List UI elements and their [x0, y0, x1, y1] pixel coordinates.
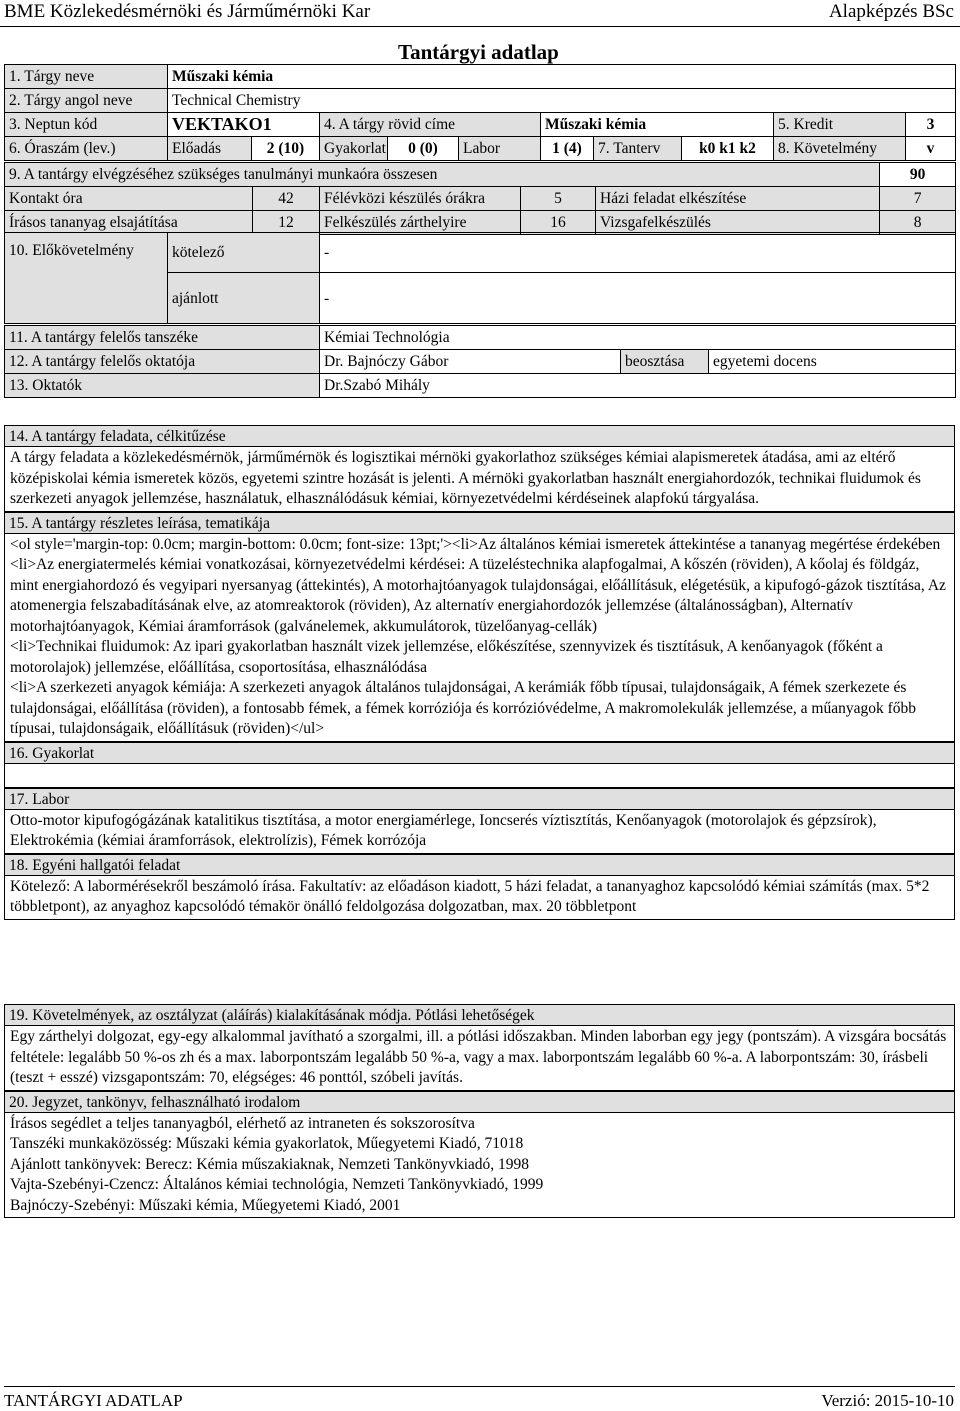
- teachers-value: Dr.Szabó Mihály: [320, 374, 956, 398]
- row-teachers: [5, 374, 956, 398]
- curriculum-label: 7. Tanterv: [594, 137, 682, 161]
- section-15-title: 15. A tantárgy részletes leírása, tematikája: [4, 512, 955, 534]
- workload-item-value: 12: [253, 211, 320, 235]
- english-name-label: 2. Tárgy angol neve: [5, 89, 168, 113]
- staff-table: [4, 325, 956, 398]
- section-15-body: [4, 534, 955, 742]
- section-20-body: [4, 1113, 955, 1219]
- position-label: beosztása: [621, 350, 709, 374]
- row-department: [5, 326, 956, 350]
- section-14-text: A tárgy feladata a közlekedésmérnök, járműmérnök és logisztikai mérnöki gyakorlathoz szükséges kémiai alapismeretek átadása, ami az eltérő középiskolai kémia ismeretek közös, egyetemi szintre hozását is jelenti. A mérnöki gyakorlatban használt energiahordozók, technikai fluidumok és szerkezeti anyagok jellemzése, használatuk, elhasználódásuk kémiai, környezetvédelmi kérdéseinek alapfokú tárgyalása.: [10, 449, 921, 507]
- section-19-body: [4, 1026, 955, 1091]
- section-19-title: 19. Követelmények, az osztályzat (aláírás) kialakításának módja. Pótlási lehetőségek: [4, 1004, 955, 1026]
- section-19-text: Egy zárthelyi dolgozat, egy-egy alkalommal javítható a szorgalmi, ill. a pótlási időszakban. Minden laborban egy jegy (pontszám). A vizsgára bocsátás feltétele: legalább 50 %-os zh és a max. laborpontszám legalább 50 %-a, vagy a max. laborpontszám legalább 60 %-a. A laborpontszám: 30, írásbeli (teszt + esszé) vizsgapontszám: 70, elégséges: 46 ponttól, szóbeli javítás.: [10, 1028, 947, 1086]
- faculty-name: BME Közlekedésmérnöki és Járműmérnöki Kar: [4, 1, 371, 22]
- footer-divider: [4, 1386, 955, 1387]
- document-title: Tantárgyi adatlap: [398, 40, 559, 64]
- syllabus-item: <li>Technikai fluidumok: Az ipari gyakorlatban használt vizek jellemzése, előkészítése, szennyvizek és tisztításuk, A kenőanyagok (főként a motorolajok) jellemzése, előállítása, csoportosítása, elhasználódása: [10, 638, 883, 676]
- section-18-text: Kötelező: A labormérésekről beszámoló írása. Fakultatív: az előadáson kiadott, 5 házi feladat, a tananyaghoz kapcsolódó kémiai számítás (max. 5*2 többletpont), az anyaghoz kapcsolódó témakör önálló feldolgozása dolgozatban, max. 20 többletpont: [10, 877, 930, 915]
- section-20-title: 20. Jegyzet, tankönyv, felhasználható irodalom: [4, 1091, 955, 1113]
- short-title-label: 4. A tárgy rövid címe: [320, 113, 541, 137]
- prerequisite-mandatory-value: -: [320, 233, 956, 273]
- workload-total: 90: [880, 163, 956, 187]
- lecture-hours: 2 (10): [252, 137, 320, 161]
- teachers-label: 13. Oktatók: [5, 374, 320, 398]
- workload-item-value: 42: [253, 187, 320, 211]
- neptun-code-label: 3. Neptun kód: [5, 113, 168, 137]
- syllabus-item: <li>A szerkezeti anyagok kémiája: A szerkezeti anyagok általános tulajdonságai, A kerámiák főbb típusai, tulajdonságaik, A fémek szerkezete és tulajdonságai, előállítása (röviden), a fontosabb fémek, a fémek korróziója és korrózióvédelme, A makromolekulák jellemzése, a műanyagok főbb típusai, tulajdonságaik, előállításuk (röviden)</ul>: [10, 679, 917, 737]
- section-16-title: 16. Gyakorlat: [4, 742, 955, 764]
- literature-item: Vajta-Szebényi-Czencz: Általános kémiai technológia, Nemzeti Tankönyvkiadó, 1999: [10, 1176, 544, 1193]
- lecturer-value: Dr. Bajnóczy Gábor: [320, 350, 621, 374]
- position-value: egyetemi docens: [709, 350, 956, 374]
- workload-item-label: Házi feladat elkészítése: [596, 187, 880, 211]
- lecturer-label: 12. A tantárgy felelős oktatója: [5, 350, 320, 374]
- literature-item: Tanszéki munkaközösség: Műszaki kémia gyakorlatok, Műegyetemi Kiadó, 71018: [10, 1135, 524, 1152]
- workload-item-value: 5: [521, 187, 596, 211]
- footer-title: TANTÁRGYI ADATLAP: [4, 1391, 183, 1410]
- literature-item: Írásos segédlet a teljes tananyagból, elérhető az intraneten és sokszorosítva: [10, 1114, 475, 1132]
- row-lecturer: [5, 350, 956, 374]
- lecture-label: Előadás: [168, 137, 252, 161]
- workload-table: [4, 162, 956, 235]
- practice-label: Gyakorlat: [320, 137, 388, 161]
- basic-info-table: [4, 64, 956, 161]
- workload-item-label: Írásos tananyag elsajátítása: [5, 211, 253, 235]
- prerequisite-recommended-label: ajánlott: [168, 273, 320, 324]
- row-hours: [5, 137, 956, 161]
- section-16-body: [4, 764, 955, 788]
- prerequisite-label: 10. Előkövetelmény: [5, 233, 168, 324]
- practice-hours: 0 (0): [388, 137, 459, 161]
- workload-row: [5, 211, 956, 235]
- section-18-title: 18. Egyéni hallgatói feladat: [4, 854, 955, 876]
- literature-item: Bajnóczy-Szebényi: Műszaki kémia, Műegyetemi Kiadó, 2001: [10, 1196, 401, 1214]
- syllabus-item: <li>Az energiatermelés kémiai vonatkozásai, környezetvédelmi kérdései: A tüzeléstechnika alapfogalmai, A kőszén (röviden), A kőolaj és földgáz, mint energiahordozó és vegyipari nyersanyag (áttekintés), A motorhajtóanyagok tulajdonságai, előállításuk, elégetésük, a kipufogó-gázok tisztítása, Az atomenergia felszabadításának elve, az atomreaktorok (röviden), Az alternatív energiahordozók jellemzése (általánosságban), Alternatív motorhajtóanyagok, Kémiai áramforrások (galvánelemek, akkumulátorok, tüzelőanyag-cellák): [10, 556, 946, 635]
- workload-title: 9. A tantárgy elvégzéséhez szükséges tanulmányi munkaóra összesen: [5, 163, 880, 187]
- hours-label: 6. Óraszám (lev.): [5, 137, 168, 161]
- section-17-text: Otto-motor kipufogógázának katalitikus tisztítása, a motor energiamérlege, Ioncserés víztisztítás, Kenőanyagok (motorolajok és gépzsírok), Elektrokémia (kémiai áramforrások, elektrolízis), Fémek korrózója: [10, 811, 877, 849]
- section-17-body: [4, 810, 955, 854]
- english-name-value: Technical Chemistry: [168, 89, 956, 113]
- workload-row: [5, 187, 956, 211]
- row-subject-english-name: [5, 89, 956, 113]
- row-neptun-code: [5, 113, 956, 137]
- syllabus-item: <ol style='margin-top: 0.0cm; margin-bottom: 0.0cm; font-size: 13pt;'><li>Az általános kémiai ismeretek áttekintése a tananyag megértése érdekében: [10, 535, 941, 553]
- section-18-body: [4, 876, 955, 920]
- page-header: [0, 0, 960, 27]
- description-sections: [4, 425, 955, 920]
- workload-item-value: 7: [880, 187, 956, 211]
- requirement-value: v: [906, 137, 956, 161]
- workload-item-label: Kontakt óra: [5, 187, 253, 211]
- workload-item-label: Felkészülés zárthelyire: [320, 211, 521, 235]
- literature-item: Ajánlott tankönyvek: Berecz: Kémia műszakiaknak, Nemzeti Tankönyvkiadó, 1998: [10, 1155, 530, 1173]
- short-title-value: Műszaki kémia: [541, 113, 774, 137]
- footer-version: Verzió: 2015-10-10: [821, 1391, 954, 1410]
- workload-title-row: [5, 163, 956, 187]
- program-level: Alapképzés BSc: [828, 1, 954, 22]
- workload-item-value: 8: [880, 211, 956, 235]
- prerequisite-mandatory-label: kötelező: [168, 233, 320, 273]
- row-subject-name: [5, 65, 956, 89]
- section-14-title: 14. A tantárgy feladata, célkitűzése: [4, 425, 955, 447]
- requirements-sections: [4, 1004, 955, 1218]
- workload-item-label: Félévközi készülés órákra: [320, 187, 521, 211]
- lab-hours: 1 (4): [541, 137, 594, 161]
- credit-value: 3: [906, 113, 956, 137]
- lab-label: Labor: [459, 137, 541, 161]
- section-14-body: [4, 447, 955, 512]
- curriculum-value: k0 k1 k2: [682, 137, 774, 161]
- credit-label: 5. Kredit: [774, 113, 906, 137]
- section-17-title: 17. Labor: [4, 788, 955, 810]
- requirement-label: 8. Követelmény: [774, 137, 906, 161]
- prerequisite-recommended-value: -: [320, 273, 956, 324]
- department-label: 11. A tantárgy felelős tanszéke: [5, 326, 320, 350]
- workload-item-value: 16: [521, 211, 596, 235]
- neptun-code-value: VEKTAKO1: [168, 113, 320, 137]
- workload-item-label: Vizsgafelkészülés: [596, 211, 880, 235]
- prerequisite-table: [4, 232, 956, 324]
- subject-name-value: Műszaki kémia: [168, 65, 956, 89]
- subject-name-label: 1. Tárgy neve: [5, 65, 168, 89]
- department-value: Kémiai Technológia: [320, 326, 956, 350]
